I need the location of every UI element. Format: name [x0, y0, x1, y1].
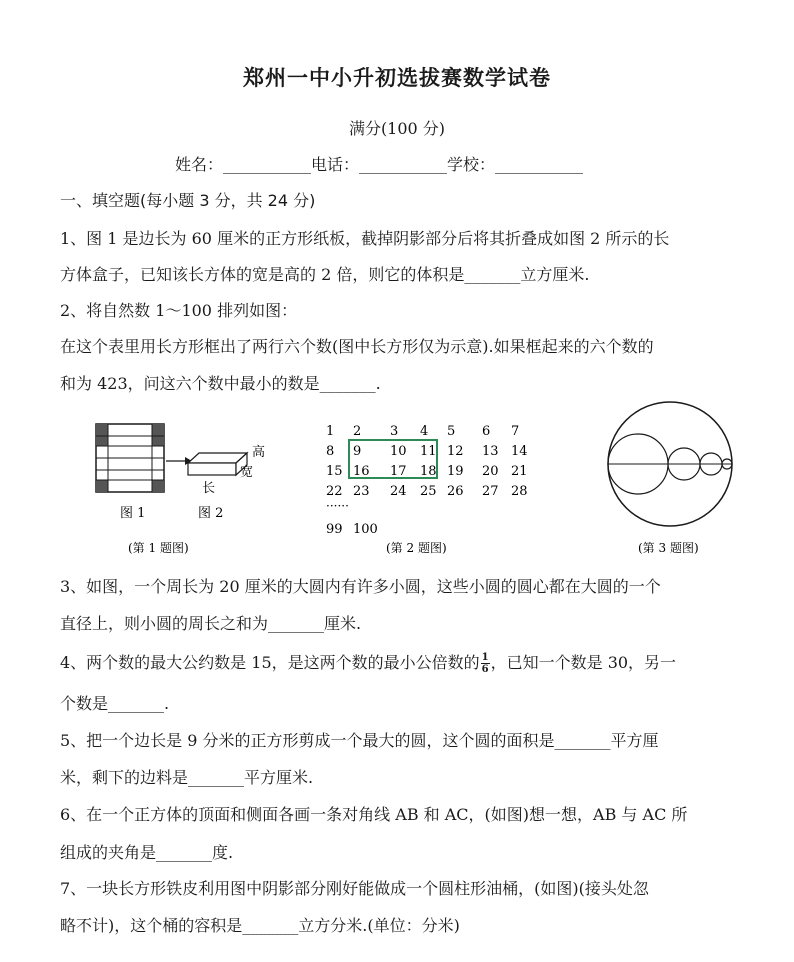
- phone-blank[interactable]: ___________: [359, 155, 448, 174]
- number-100: 100: [353, 522, 378, 537]
- q2-line1: 2、将自然数 1～100 排列如图：: [60, 301, 298, 320]
- grid-number: 4: [420, 424, 429, 439]
- label-high: 高: [252, 445, 266, 460]
- grid-number: 16: [353, 464, 370, 479]
- q2-line2: 在这个表里用长方形框出了两行六个数(图中长方形仅为示意).如果框起来的六个数的: [60, 337, 654, 356]
- grid-number: 27: [482, 484, 499, 499]
- caption-q3: (第 3 题图): [638, 541, 699, 555]
- q1-line1: 1、图 1 是边长为 60 厘米的正方形纸板，截掉阴影部分后将其折叠成如图 2 所示的长: [60, 229, 670, 248]
- shaded-corner: [152, 424, 164, 436]
- grid-number: 17: [390, 464, 407, 479]
- q7-line2: 略不计)，这个桶的容积是_______立方分米.(单位：分米): [60, 916, 460, 935]
- shaded-part: [152, 436, 164, 446]
- q6-line1: 6、在一个正方体的顶面和侧面各画一条对角线 AB 和 AC，(如图)想一想，AB 与 AC 所: [60, 805, 688, 824]
- shaded-part: [96, 436, 108, 446]
- grid-number: 8: [326, 444, 335, 459]
- grid-number: 6: [482, 424, 491, 439]
- figure-2: [316, 418, 546, 558]
- school-blank[interactable]: ___________: [495, 155, 584, 174]
- grid-number: 7: [511, 424, 520, 439]
- grid-number: 24: [390, 484, 407, 499]
- grid-number: 14: [511, 444, 528, 459]
- exam-title: 郑州一中小升初选拔赛数学试卷: [243, 66, 551, 90]
- q4-text-b: ，已知一个数是 30，另一: [490, 653, 677, 672]
- box-front: [188, 463, 236, 475]
- student-info-line: [175, 152, 583, 175]
- grid-number: 25: [420, 484, 437, 499]
- figure-1: [90, 418, 290, 558]
- fraction-denominator: 6: [481, 664, 489, 675]
- grid-number: 23: [353, 484, 370, 499]
- school-label: 学校：: [447, 155, 496, 174]
- figure-3: [600, 400, 750, 560]
- q3-line2: 直径上，则小圆的周长之和为_______厘米.: [60, 614, 362, 633]
- grid-number: 11: [420, 444, 437, 459]
- grid-number: 15: [326, 464, 343, 479]
- number-grid: [326, 424, 528, 499]
- grid-number: 22: [326, 484, 343, 499]
- grid-number: 9: [353, 444, 362, 459]
- label-fig2: 图 2: [198, 506, 224, 521]
- label-long: 长: [202, 481, 216, 496]
- shaded-corner: [96, 480, 108, 492]
- name-blank[interactable]: ___________: [223, 155, 312, 174]
- q4-text-a: 4、两个数的最大公约数是 15，是这两个数的最小公倍数的: [60, 653, 480, 672]
- q2-line3: 和为 423，问这六个数中最小的数是_______.: [60, 374, 381, 393]
- q3-line1: 3、如图，一个周长为 20 厘米的大圆内有许多小圆，这些小圆的圆心都在大圆的一个: [60, 577, 661, 596]
- grid-number: 12: [447, 444, 464, 459]
- phone-label: 电话：: [311, 155, 360, 174]
- caption-q1: (第 1 题图): [128, 541, 189, 555]
- label-wide: 宽: [240, 465, 254, 480]
- grid-number: 1: [326, 424, 335, 439]
- grid-number: 18: [420, 464, 437, 479]
- fraction-numerator: 1: [481, 652, 489, 663]
- grid-number: 21: [511, 464, 528, 479]
- grid-number: 2: [353, 424, 362, 439]
- label-fig1: 图 1: [120, 506, 146, 521]
- name-label: 姓名：: [175, 155, 224, 174]
- grid-number: 13: [482, 444, 499, 459]
- ellipsis: ······: [326, 499, 349, 513]
- q7-line1: 7、一块长方形铁皮利用图中阴影部分刚好能做成一个圆柱形油桶，(如图)(接头处忽: [60, 879, 649, 898]
- shaded-corner: [152, 480, 164, 492]
- fraction-one-sixth: [481, 652, 490, 675]
- grid-number: 20: [482, 464, 499, 479]
- grid-number: 5: [447, 424, 456, 439]
- shaded-corner: [96, 424, 108, 436]
- q4-line1: [60, 650, 676, 675]
- full-score: 满分(100 分): [348, 119, 446, 138]
- grid-number: 3: [390, 424, 399, 439]
- number-99: 99: [326, 522, 343, 537]
- section-heading: 一、填空题(每小题 3 分，共 24 分): [60, 191, 316, 210]
- grid-number: 26: [447, 484, 464, 499]
- q5-line1: 5、把一个边长是 9 分米的正方形剪成一个最大的圆，这个圆的面积是_______平方厘: [60, 731, 659, 750]
- grid-number: 10: [390, 444, 407, 459]
- caption-q2: (第 2 题图): [386, 541, 447, 555]
- q6-line2: 组成的夹角是_______度.: [60, 843, 234, 862]
- grid-number: 28: [511, 484, 528, 499]
- q4-line2: 个数是_______.: [60, 694, 170, 713]
- grid-number: 19: [447, 464, 464, 479]
- q1-line2: 方体盒子，已知该长方体的宽是高的 2 倍，则它的体积是_______立方厘米.: [60, 265, 590, 284]
- q5-line2: 米，剩下的边料是_______平方厘米.: [60, 768, 314, 787]
